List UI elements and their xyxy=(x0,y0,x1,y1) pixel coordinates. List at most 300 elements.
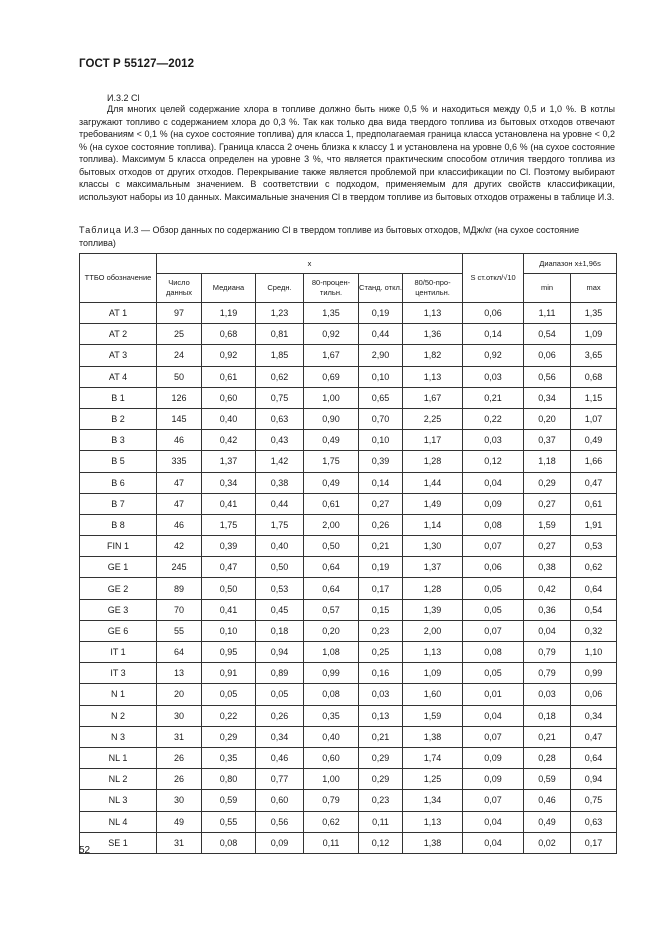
table-cell: 1,08 xyxy=(304,642,359,663)
table-row xyxy=(80,345,617,366)
table-cell: 1,38 xyxy=(403,832,463,853)
table-cell: 0,12 xyxy=(359,832,403,853)
table-cell: 25 xyxy=(157,324,202,345)
table-cell: 0,49 xyxy=(571,430,617,451)
table-cell: 1,13 xyxy=(403,642,463,663)
header-min: min xyxy=(524,274,571,303)
table-cell: 0,04 xyxy=(463,811,524,832)
table-cell: 0,19 xyxy=(359,303,403,324)
table-cell: 0,68 xyxy=(202,324,256,345)
table-cell: 0,89 xyxy=(256,663,304,684)
table-cell: 0,44 xyxy=(359,324,403,345)
table-cell: 47 xyxy=(157,472,202,493)
table-cell: 0,70 xyxy=(359,408,403,429)
table-row xyxy=(80,387,617,408)
table-cell: 0,07 xyxy=(463,726,524,747)
table-cell: 1,91 xyxy=(571,514,617,535)
table-cell: 0,99 xyxy=(304,663,359,684)
table-cell: 0,22 xyxy=(202,705,256,726)
table-cell: 0,08 xyxy=(463,514,524,535)
table-cell: 0,42 xyxy=(202,430,256,451)
header-x-group: x xyxy=(157,254,463,274)
table-cell: 0,61 xyxy=(202,366,256,387)
row-code-cell: B 6 xyxy=(80,472,157,493)
header-mean: Средн. xyxy=(256,274,304,303)
table-cell: 1,60 xyxy=(403,684,463,705)
table-cell: 0,54 xyxy=(524,324,571,345)
row-code-cell: AT 4 xyxy=(80,366,157,387)
table-cell: 46 xyxy=(157,430,202,451)
table-cell: 0,06 xyxy=(463,557,524,578)
table-cell: 1,37 xyxy=(403,557,463,578)
table-cell: 2,90 xyxy=(359,345,403,366)
table-cell: 0,47 xyxy=(571,472,617,493)
header-code: ТТБО обозначение xyxy=(80,254,157,303)
row-code-cell: FIN 1 xyxy=(80,536,157,557)
table-cell: 0,38 xyxy=(256,472,304,493)
row-code-cell: B 1 xyxy=(80,387,157,408)
row-code-cell: SE 1 xyxy=(80,832,157,853)
table-cell: 0,60 xyxy=(256,790,304,811)
table-row xyxy=(80,303,617,324)
table-cell: 0,34 xyxy=(524,387,571,408)
table-cell: 47 xyxy=(157,493,202,514)
table-caption-text: И.3 — Обзор данных по содержанию Cl в твердом топливе из бытовых отходов, МДж/кг (на сухое состояние топлива) xyxy=(79,225,580,248)
table-cell: 0,37 xyxy=(524,430,571,451)
table-cell: 0,29 xyxy=(359,747,403,768)
table-cell: 0,16 xyxy=(359,663,403,684)
table-cell: 0,39 xyxy=(359,451,403,472)
table-cell: 1,35 xyxy=(304,303,359,324)
table-cell: 0,23 xyxy=(359,790,403,811)
table-cell: 0,05 xyxy=(463,578,524,599)
table-cell: 49 xyxy=(157,811,202,832)
table-cell: 0,46 xyxy=(524,790,571,811)
table-cell: 0,56 xyxy=(524,366,571,387)
table-cell: 1,75 xyxy=(304,451,359,472)
table-cell: 1,10 xyxy=(571,642,617,663)
table-cell: 0,40 xyxy=(256,536,304,557)
table-cell: 0,34 xyxy=(256,726,304,747)
table-row xyxy=(80,430,617,451)
table-cell: 1,30 xyxy=(403,536,463,557)
table-cell: 46 xyxy=(157,514,202,535)
table-cell: 0,05 xyxy=(463,599,524,620)
table-cell: 1,74 xyxy=(403,747,463,768)
table-cell: 0,02 xyxy=(524,832,571,853)
table-cell: 1,13 xyxy=(403,303,463,324)
table-cell: 0,75 xyxy=(571,790,617,811)
table-cell: 0,29 xyxy=(524,472,571,493)
table-cell: 335 xyxy=(157,451,202,472)
table-cell: 0,53 xyxy=(571,536,617,557)
table-cell: 0,22 xyxy=(463,408,524,429)
table-cell: 1,67 xyxy=(403,387,463,408)
table-cell: 0,53 xyxy=(256,578,304,599)
table-cell: 26 xyxy=(157,769,202,790)
table-cell: 1,59 xyxy=(524,514,571,535)
table-cell: 0,49 xyxy=(524,811,571,832)
table-row xyxy=(80,408,617,429)
row-code-cell: GE 1 xyxy=(80,557,157,578)
table-cell: 0,06 xyxy=(571,684,617,705)
table-cell: 0,62 xyxy=(571,557,617,578)
table-cell: 0,05 xyxy=(202,684,256,705)
table-cell: 42 xyxy=(157,536,202,557)
table-cell: 1,59 xyxy=(403,705,463,726)
table-cell: 0,21 xyxy=(359,726,403,747)
table-cell: 0,57 xyxy=(304,599,359,620)
table-cell: 0,64 xyxy=(571,578,617,599)
table-row xyxy=(80,726,617,747)
page-number: 52 xyxy=(79,845,91,856)
table-cell: 0,92 xyxy=(463,345,524,366)
table-cell: 0,36 xyxy=(524,599,571,620)
table-cell: 0,40 xyxy=(202,408,256,429)
table-cell: 0,20 xyxy=(524,408,571,429)
table-cell: 0,32 xyxy=(571,620,617,641)
table-cell: 2,25 xyxy=(403,408,463,429)
table-cell: 97 xyxy=(157,303,202,324)
row-code-cell: GE 3 xyxy=(80,599,157,620)
table-cell: 0,43 xyxy=(256,430,304,451)
table-row xyxy=(80,769,617,790)
table-cell: 1,09 xyxy=(403,663,463,684)
section-title: И.3.2 Cl xyxy=(107,93,140,103)
table-cell: 0,15 xyxy=(359,599,403,620)
table-cell: 0,29 xyxy=(359,769,403,790)
table-cell: 0,03 xyxy=(463,366,524,387)
table-cell: 1,14 xyxy=(403,514,463,535)
table-cell: 1,49 xyxy=(403,493,463,514)
table-cell: 0,09 xyxy=(463,493,524,514)
table-cell: 0,09 xyxy=(463,769,524,790)
table-row xyxy=(80,620,617,641)
header-range-group: Диапазон x±1,96s xyxy=(524,254,617,274)
row-code-cell: NL 1 xyxy=(80,747,157,768)
table-row xyxy=(80,578,617,599)
table-cell: 0,26 xyxy=(359,514,403,535)
table-cell: 0,77 xyxy=(256,769,304,790)
row-code-cell: GE 2 xyxy=(80,578,157,599)
table-cell: 0,04 xyxy=(463,832,524,853)
table-row xyxy=(80,514,617,535)
header-s: S ст.откл/√10 xyxy=(463,254,524,303)
table-cell: 0,09 xyxy=(463,747,524,768)
table-cell: 0,64 xyxy=(571,747,617,768)
table-row xyxy=(80,366,617,387)
row-code-cell: IT 1 xyxy=(80,642,157,663)
row-code-cell: NL 2 xyxy=(80,769,157,790)
table-cell: 0,47 xyxy=(202,557,256,578)
table-cell: 0,47 xyxy=(571,726,617,747)
table-cell: 0,01 xyxy=(463,684,524,705)
table-cell: 0,68 xyxy=(571,366,617,387)
table-cell: 0,10 xyxy=(359,430,403,451)
table-row xyxy=(80,451,617,472)
table-cell: 1,42 xyxy=(256,451,304,472)
table-cell: 0,11 xyxy=(359,811,403,832)
table-caption-label: Таблица xyxy=(79,225,122,235)
table-cell: 0,09 xyxy=(256,832,304,853)
table-cell: 30 xyxy=(157,790,202,811)
table-cell: 0,04 xyxy=(463,472,524,493)
table-cell: 0,81 xyxy=(256,324,304,345)
table-cell: 64 xyxy=(157,642,202,663)
table-cell: 70 xyxy=(157,599,202,620)
table-cell: 0,55 xyxy=(202,811,256,832)
table-cell: 0,10 xyxy=(202,620,256,641)
row-code-cell: AT 1 xyxy=(80,303,157,324)
table-cell: 1,36 xyxy=(403,324,463,345)
table-cell: 0,10 xyxy=(359,366,403,387)
table-cell: 0,08 xyxy=(304,684,359,705)
table-cell: 13 xyxy=(157,663,202,684)
table-cell: 0,03 xyxy=(463,430,524,451)
table-cell: 1,44 xyxy=(403,472,463,493)
table-cell: 0,07 xyxy=(463,620,524,641)
table-cell: 0,95 xyxy=(202,642,256,663)
table-cell: 3,65 xyxy=(571,345,617,366)
table-cell: 2,00 xyxy=(304,514,359,535)
table-cell: 0,80 xyxy=(202,769,256,790)
table-cell: 0,90 xyxy=(304,408,359,429)
table-cell: 0,34 xyxy=(571,705,617,726)
table-cell: 1,09 xyxy=(571,324,617,345)
table-cell: 50 xyxy=(157,366,202,387)
table-caption xyxy=(79,224,615,249)
table-cell: 1,00 xyxy=(304,387,359,408)
table-cell: 24 xyxy=(157,345,202,366)
header-median: Медиана xyxy=(202,274,256,303)
table-row xyxy=(80,557,617,578)
table-cell: 0,56 xyxy=(256,811,304,832)
table-cell: 0,21 xyxy=(359,536,403,557)
table-cell: 0,91 xyxy=(202,663,256,684)
table-cell: 0,11 xyxy=(304,832,359,853)
table-cell: 0,18 xyxy=(256,620,304,641)
table-cell: 0,44 xyxy=(256,493,304,514)
table-cell: 0,65 xyxy=(359,387,403,408)
table-cell: 1,35 xyxy=(571,303,617,324)
table-cell: 0,06 xyxy=(463,303,524,324)
section-body xyxy=(79,103,615,203)
table-cell: 0,03 xyxy=(359,684,403,705)
table-cell: 0,92 xyxy=(304,324,359,345)
table-cell: 0,49 xyxy=(304,430,359,451)
table-cell: 0,19 xyxy=(359,557,403,578)
table-cell: 0,06 xyxy=(524,345,571,366)
table-cell: 0,07 xyxy=(463,790,524,811)
table-cell: 1,85 xyxy=(256,345,304,366)
table-cell: 0,12 xyxy=(463,451,524,472)
table-row xyxy=(80,324,617,345)
header-ratio: 80/50-про-центильн. xyxy=(403,274,463,303)
table-cell: 0,38 xyxy=(524,557,571,578)
table-cell: 1,37 xyxy=(202,451,256,472)
table-cell: 145 xyxy=(157,408,202,429)
table-cell: 1,18 xyxy=(524,451,571,472)
table-cell: 1,15 xyxy=(571,387,617,408)
table-cell: 0,17 xyxy=(571,832,617,853)
table-row xyxy=(80,642,617,663)
table-cell: 0,94 xyxy=(571,769,617,790)
table-cell: 0,59 xyxy=(524,769,571,790)
table-cell: 1,11 xyxy=(524,303,571,324)
table-cell: 0,21 xyxy=(524,726,571,747)
table-cell: 1,67 xyxy=(304,345,359,366)
table-cell: 1,13 xyxy=(403,811,463,832)
table-cell: 1,28 xyxy=(403,578,463,599)
table-cell: 0,60 xyxy=(304,747,359,768)
row-code-cell: N 1 xyxy=(80,684,157,705)
table-cell: 0,62 xyxy=(304,811,359,832)
table-cell: 0,03 xyxy=(524,684,571,705)
table-cell: 0,27 xyxy=(524,536,571,557)
table-cell: 0,13 xyxy=(359,705,403,726)
table-cell: 0,28 xyxy=(524,747,571,768)
table-cell: 30 xyxy=(157,705,202,726)
table-cell: 0,18 xyxy=(524,705,571,726)
table-cell: 0,07 xyxy=(463,536,524,557)
table-row xyxy=(80,832,617,853)
table-cell: 0,40 xyxy=(304,726,359,747)
header-max: max xyxy=(571,274,617,303)
row-code-cell: B 8 xyxy=(80,514,157,535)
table-cell: 0,50 xyxy=(202,578,256,599)
table-cell: 0,21 xyxy=(463,387,524,408)
table-cell: 0,92 xyxy=(202,345,256,366)
table-cell: 0,23 xyxy=(359,620,403,641)
table-cell: 0,64 xyxy=(304,557,359,578)
table-cell: 1,19 xyxy=(202,303,256,324)
table-cell: 0,59 xyxy=(202,790,256,811)
table-cell: 0,08 xyxy=(202,832,256,853)
table-cell: 0,60 xyxy=(202,387,256,408)
row-code-cell: NL 3 xyxy=(80,790,157,811)
table-cell: 245 xyxy=(157,557,202,578)
row-code-cell: B 7 xyxy=(80,493,157,514)
table-cell: 0,50 xyxy=(304,536,359,557)
table-cell: 1,75 xyxy=(256,514,304,535)
row-code-cell: B 5 xyxy=(80,451,157,472)
row-code-cell: B 2 xyxy=(80,408,157,429)
header-p80: 80-процен-тильн. xyxy=(304,274,359,303)
table-cell: 1,39 xyxy=(403,599,463,620)
table-body xyxy=(80,303,617,854)
table-cell: 0,63 xyxy=(571,811,617,832)
table-cell: 1,13 xyxy=(403,366,463,387)
table-cell: 0,27 xyxy=(359,493,403,514)
table-cell: 31 xyxy=(157,832,202,853)
table-cell: 1,00 xyxy=(304,769,359,790)
table-cell: 0,64 xyxy=(304,578,359,599)
table-cell: 0,26 xyxy=(256,705,304,726)
row-code-cell: N 2 xyxy=(80,705,157,726)
chlorine-data-table xyxy=(79,253,617,854)
table-cell: 0,05 xyxy=(463,663,524,684)
row-code-cell: AT 3 xyxy=(80,345,157,366)
table-cell: 0,08 xyxy=(463,642,524,663)
table-cell: 1,28 xyxy=(403,451,463,472)
table-cell: 1,23 xyxy=(256,303,304,324)
table-cell: 0,20 xyxy=(304,620,359,641)
table-cell: 0,05 xyxy=(256,684,304,705)
table-row xyxy=(80,472,617,493)
table-cell: 0,46 xyxy=(256,747,304,768)
table-cell: 0,35 xyxy=(202,747,256,768)
table-cell: 0,99 xyxy=(571,663,617,684)
table-cell: 0,14 xyxy=(463,324,524,345)
table-cell: 0,35 xyxy=(304,705,359,726)
row-code-cell: N 3 xyxy=(80,726,157,747)
table-cell: 20 xyxy=(157,684,202,705)
table-cell: 0,45 xyxy=(256,599,304,620)
table-row xyxy=(80,493,617,514)
table-cell: 0,75 xyxy=(256,387,304,408)
table-row xyxy=(80,790,617,811)
section-paragraph: Для многих целей содержание хлора в топливе должно быть ниже 0,5 % и находиться между 0,5 и 1,0 %. В котлы загружают топливо с содержанием хлора до 0,3 %. Так как только два вида твердого топлива из бытовых отходов отвечают требованиям < 0,1 % (на сухое состояние топлива) для класса 1, предполагаемая граница класса установлена на уровне < 0,2 % (на сухое состояние топлива). Граница класса 2 очень близка к классу 1 и установлена на уровне 0,6 % (на сухое состояние топлива). Максимум 5 класса определен на уровне 3 %, что является практическим способом отличия твердого топлива из бытовых отходов от других отходов. Перекрывание также является проблемой при классификации по Cl. Поэтому выбирают классы с максимальным значением. В соответствии с подходом, применяемым для других свойств классификации, используют наборы из 10 данных. Максимальные значения Cl в твердом топливе из бытовых отходов отражены в таблице И.3. xyxy=(79,104,615,202)
table-cell: 0,49 xyxy=(304,472,359,493)
table-cell: 0,79 xyxy=(304,790,359,811)
table-cell: 0,34 xyxy=(202,472,256,493)
table-cell: 26 xyxy=(157,747,202,768)
table-cell: 1,75 xyxy=(202,514,256,535)
row-code-cell: NL 4 xyxy=(80,811,157,832)
table-cell: 0,39 xyxy=(202,536,256,557)
table-cell: 0,42 xyxy=(524,578,571,599)
table-row xyxy=(80,599,617,620)
table-cell: 31 xyxy=(157,726,202,747)
table-cell: 0,54 xyxy=(571,599,617,620)
table-cell: 1,25 xyxy=(403,769,463,790)
table-cell: 1,82 xyxy=(403,345,463,366)
table-cell: 1,34 xyxy=(403,790,463,811)
table-row xyxy=(80,536,617,557)
table-cell: 0,62 xyxy=(256,366,304,387)
table-row xyxy=(80,663,617,684)
table-cell: 0,41 xyxy=(202,599,256,620)
table-cell: 0,61 xyxy=(571,493,617,514)
table-cell: 0,79 xyxy=(524,663,571,684)
row-code-cell: GE 6 xyxy=(80,620,157,641)
table-cell: 1,38 xyxy=(403,726,463,747)
table-cell: 0,04 xyxy=(524,620,571,641)
table-cell: 0,25 xyxy=(359,642,403,663)
table-cell: 0,04 xyxy=(463,705,524,726)
table-cell: 0,61 xyxy=(304,493,359,514)
table-cell: 1,07 xyxy=(571,408,617,429)
table-cell: 0,17 xyxy=(359,578,403,599)
table-row xyxy=(80,705,617,726)
row-code-cell: IT 3 xyxy=(80,663,157,684)
table-cell: 0,79 xyxy=(524,642,571,663)
table-cell: 55 xyxy=(157,620,202,641)
row-code-cell: AT 2 xyxy=(80,324,157,345)
header-std: Станд. откл. xyxy=(359,274,403,303)
table-cell: 1,66 xyxy=(571,451,617,472)
table-row xyxy=(80,811,617,832)
table-cell: 0,41 xyxy=(202,493,256,514)
table-cell: 0,29 xyxy=(202,726,256,747)
table-cell: 1,17 xyxy=(403,430,463,451)
table-cell: 0,94 xyxy=(256,642,304,663)
header-count: Число данных xyxy=(157,274,202,303)
row-code-cell: B 3 xyxy=(80,430,157,451)
table-cell: 0,50 xyxy=(256,557,304,578)
page-header: ГОСТ Р 55127—2012 xyxy=(79,58,195,70)
table-row xyxy=(80,684,617,705)
